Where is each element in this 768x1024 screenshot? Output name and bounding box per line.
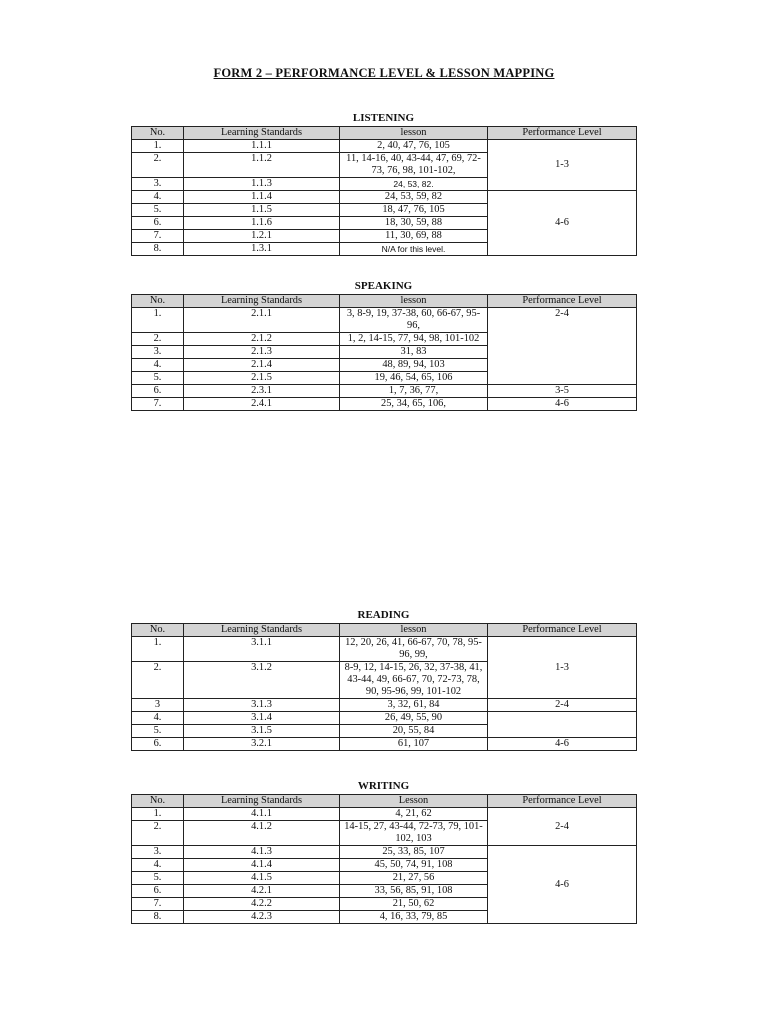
row-number: 5. [132,872,184,885]
learning-standard: 1.1.6 [184,217,340,230]
speaking-table [131,294,637,411]
learning-standard: 3.1.1 [184,637,340,662]
learning-standard: 2.3.1 [184,385,340,398]
row-number: 1. [132,140,184,153]
learning-standard: 2.1.5 [184,372,340,385]
table-row [132,140,637,153]
learning-standard: 1.2.1 [184,230,340,243]
listening-heading: LISTENING [352,112,415,124]
row-number: 2. [132,662,184,699]
column-header-lesson: lesson [340,295,488,308]
learning-standard: 2.1.2 [184,333,340,346]
row-number: 1. [132,308,184,333]
row-number: 5. [132,204,184,217]
table-row [132,398,637,411]
row-number: 5. [132,372,184,385]
row-number: 7. [132,898,184,911]
table-row [132,191,637,204]
table-row [132,808,637,821]
lesson-list: 21, 50, 62 [340,898,488,911]
lesson-list: 25, 34, 65, 106, [340,398,488,411]
listening-table [131,126,637,256]
column-header-learning-standards: Learning Standards [184,127,340,140]
learning-standard: 2.4.1 [184,398,340,411]
table-row [132,637,637,662]
learning-standard: 4.1.5 [184,872,340,885]
lesson-list: 1, 7, 36, 77, [340,385,488,398]
learning-standard: 1.1.4 [184,191,340,204]
lesson-list: 1, 2, 14-15, 77, 94, 98, 101-102 [340,333,488,346]
lesson-list: 18, 30, 59, 88 [340,217,488,230]
row-number: 6. [132,885,184,898]
column-header-lesson: lesson [340,127,488,140]
reading-table [131,623,637,751]
learning-standard: 1.1.1 [184,140,340,153]
column-header-learning-standards: Learning Standards [184,795,340,808]
page-title: FORM 2 – PERFORMANCE LEVEL & LESSON MAPPING [213,66,555,80]
speaking-heading: SPEAKING [354,280,413,292]
performance-level: 4-6 [488,738,637,751]
table-header-row [132,795,637,808]
lesson-list: 48, 89, 94, 103 [340,359,488,372]
table-row [132,699,637,712]
learning-standard: 3.2.1 [184,738,340,751]
column-header-no: No. [132,295,184,308]
lesson-list: 19, 46, 54, 65, 106 [340,372,488,385]
column-header-performance-level: Performance Level [488,795,637,808]
reading-section [131,608,636,751]
column-header-performance-level: Performance Level [488,295,637,308]
row-number: 5. [132,725,184,738]
learning-standard: 1.1.5 [184,204,340,217]
lesson-list: 24, 53, 82. [340,178,488,191]
listening-section [131,111,636,256]
learning-standard: 1.1.3 [184,178,340,191]
lesson-list: 33, 56, 85, 91, 108 [340,885,488,898]
learning-standard: 4.2.3 [184,911,340,924]
column-header-learning-standards: Learning Standards [184,624,340,637]
table-header-row [132,295,637,308]
learning-standard: 1.1.2 [184,153,340,178]
column-header-lesson: lesson [340,624,488,637]
row-number: 8. [132,243,184,256]
learning-standard: 1.3.1 [184,243,340,256]
performance-level: 1-3 [488,637,637,699]
lesson-list: 8-9, 12, 14-15, 26, 32, 37-38, 41, 43-44, 49, 66-67, 70, 72-73, 78, 90, 95-96, 99, 101-102 [340,662,488,699]
learning-standard: 3.1.5 [184,725,340,738]
learning-standard: 4.1.3 [184,846,340,859]
learning-standard: 4.2.2 [184,898,340,911]
row-number: 4. [132,859,184,872]
row-number: 7. [132,230,184,243]
performance-level: 2-4 [488,808,637,846]
lesson-list: 2, 40, 47, 76, 105 [340,140,488,153]
lesson-list: 4, 21, 62 [340,808,488,821]
row-number: 6. [132,385,184,398]
row-number: 6. [132,217,184,230]
lesson-list: 24, 53, 59, 82 [340,191,488,204]
lesson-list: 3, 32, 61, 84 [340,699,488,712]
row-number: 3 [132,699,184,712]
learning-standard: 4.1.4 [184,859,340,872]
row-number: 4. [132,712,184,725]
learning-standard: 2.1.3 [184,346,340,359]
lesson-list: 18, 47, 76, 105 [340,204,488,217]
learning-standard: 4.2.1 [184,885,340,898]
lesson-list: 21, 27, 56 [340,872,488,885]
learning-standard: 4.1.1 [184,808,340,821]
performance-level: 2-4 [488,308,637,385]
lesson-list: 25, 33, 85, 107 [340,846,488,859]
row-number: 7. [132,398,184,411]
table-row [132,308,637,333]
performance-level: 2-4 [488,699,637,712]
learning-standard: 2.1.4 [184,359,340,372]
row-number: 2. [132,153,184,178]
performance-level: 4-6 [488,846,637,924]
learning-standard: 3.1.4 [184,712,340,725]
speaking-section [131,279,636,411]
reading-heading: READING [357,609,410,621]
row-number: 1. [132,808,184,821]
column-header-performance-level: Performance Level [488,127,637,140]
lesson-list: 45, 50, 74, 91, 108 [340,859,488,872]
performance-level-empty [488,712,637,738]
performance-level: 3-5 [488,385,637,398]
learning-standard: 3.1.3 [184,699,340,712]
row-number: 8. [132,911,184,924]
lesson-list: 20, 55, 84 [340,725,488,738]
writing-table [131,794,637,924]
lesson-list: 61, 107 [340,738,488,751]
table-header-row [132,624,637,637]
writing-heading: WRITING [357,780,410,792]
performance-level: 1-3 [488,140,637,191]
column-header-performance-level: Performance Level [488,624,637,637]
lesson-list: 31, 83 [340,346,488,359]
table-header-row [132,127,637,140]
learning-standard: 2.1.1 [184,308,340,333]
lesson-list: 3, 8-9, 19, 37-38, 60, 66-67, 95-96, [340,308,488,333]
column-header-no: No. [132,795,184,808]
row-number: 1. [132,637,184,662]
lesson-list: 12, 20, 26, 41, 66-67, 70, 78, 95-96, 99, [340,637,488,662]
performance-level: 4-6 [488,191,637,256]
row-number: 2. [132,821,184,846]
column-header-learning-standards: Learning Standards [184,295,340,308]
lesson-list: 26, 49, 55, 90 [340,712,488,725]
row-number: 6. [132,738,184,751]
writing-section [131,779,636,924]
column-header-lesson: Lesson [340,795,488,808]
lesson-list: N/A for this level. [340,243,488,256]
table-row [132,738,637,751]
table-row [132,846,637,859]
row-number: 3. [132,178,184,191]
row-number: 3. [132,846,184,859]
lesson-list: 14-15, 27, 43-44, 72-73, 79, 101-102, 103 [340,821,488,846]
column-header-no: No. [132,127,184,140]
row-number: 4. [132,191,184,204]
performance-level: 4-6 [488,398,637,411]
row-number: 4. [132,359,184,372]
lesson-list: 11, 30, 69, 88 [340,230,488,243]
row-number: 3. [132,346,184,359]
lesson-list: 4, 16, 33, 79, 85 [340,911,488,924]
table-row [132,712,637,725]
learning-standard: 3.1.2 [184,662,340,699]
table-row [132,385,637,398]
column-header-no: No. [132,624,184,637]
lesson-list: 11, 14-16, 40, 43-44, 47, 69, 72-73, 76, 98, 101-102, [340,153,488,178]
learning-standard: 4.1.2 [184,821,340,846]
row-number: 2. [132,333,184,346]
